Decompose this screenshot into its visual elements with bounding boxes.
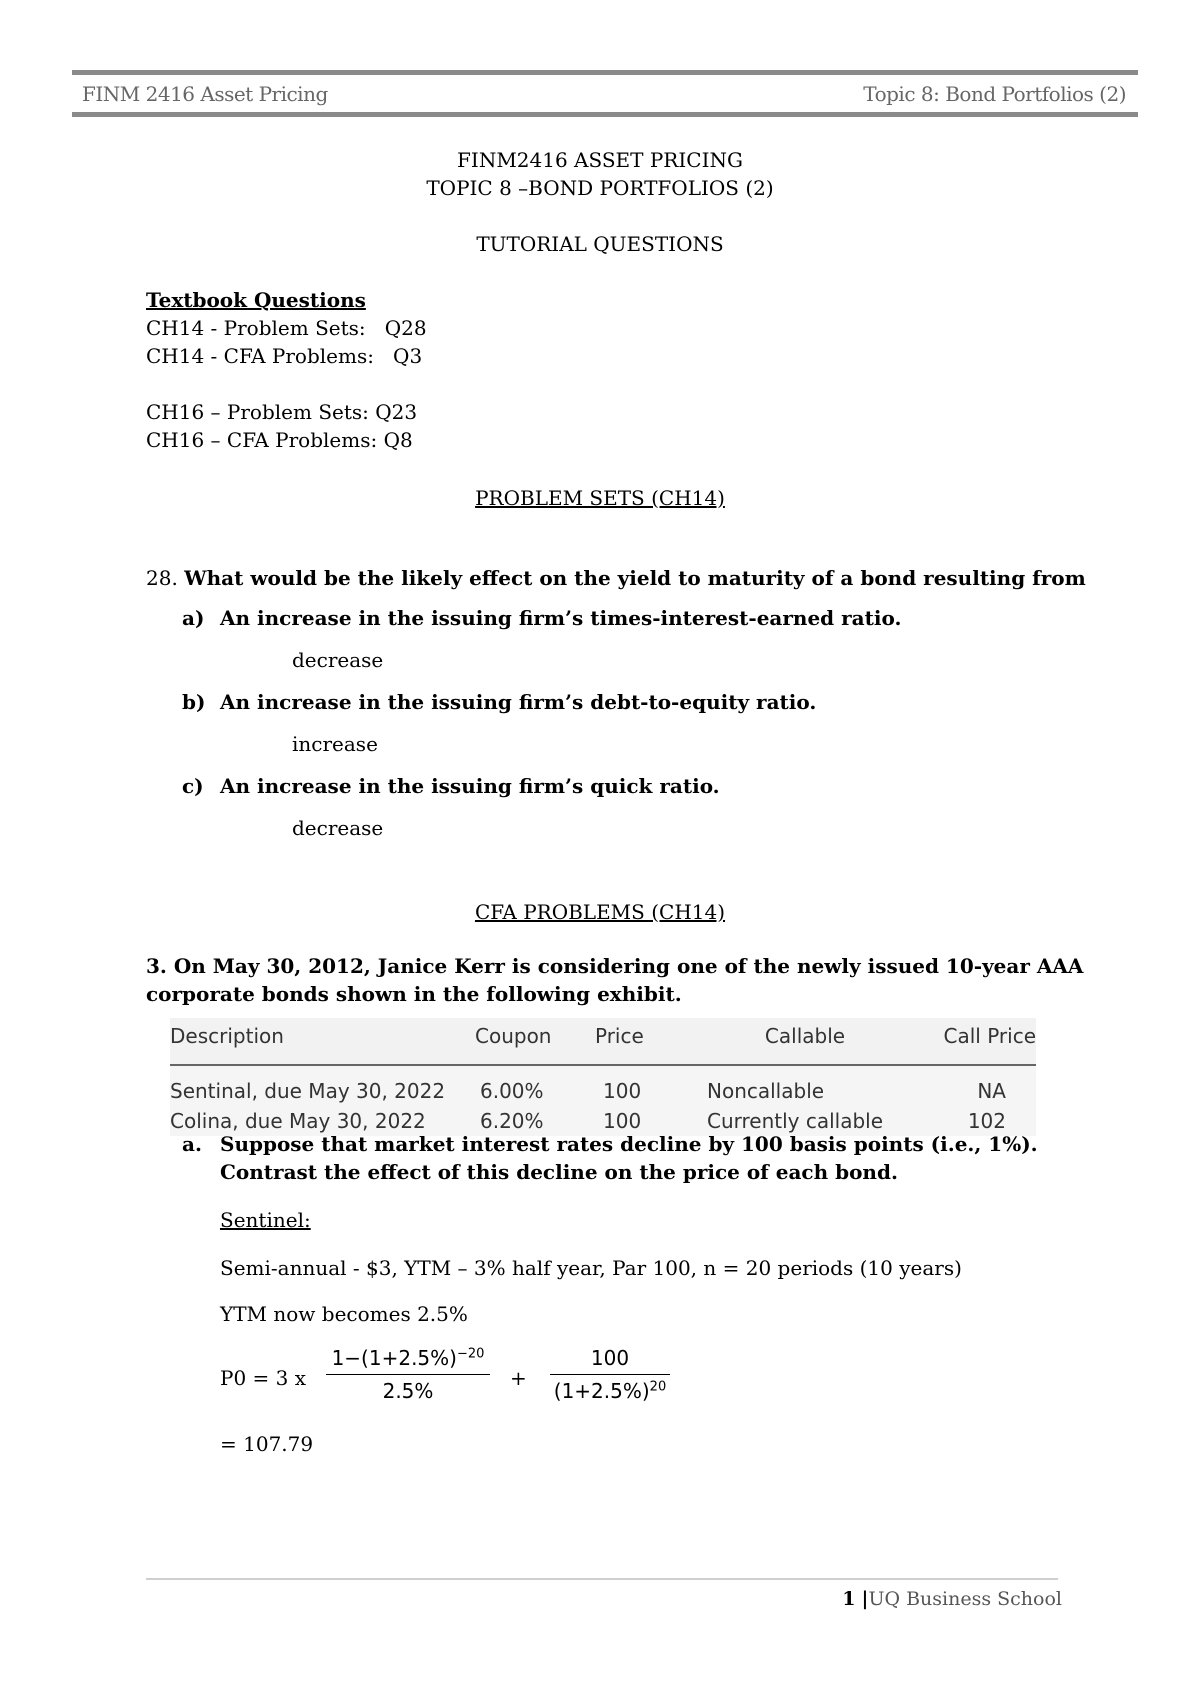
part-text: An increase in the issuing firm’s quick ratio.	[220, 774, 720, 798]
part-answer: increase	[292, 732, 378, 756]
footer-school: UQ Business School	[868, 1588, 1062, 1610]
part-label: c)	[182, 774, 204, 798]
doc-title: FINM2416 ASSET PRICING	[457, 148, 743, 172]
cell-call-price: NA	[915, 1065, 1036, 1106]
textbook-heading: Textbook Questions	[146, 288, 366, 312]
textbook-item: CH16 – CFA Problems: Q8	[146, 428, 413, 452]
table-row	[170, 1065, 1036, 1106]
header-bottom-rule	[72, 112, 1138, 117]
fraction-bar	[550, 1374, 670, 1375]
cell-callable: Currently callable	[695, 1106, 915, 1136]
principal-numerator: 100	[590, 1346, 630, 1370]
table-header-row	[170, 1018, 1036, 1065]
annuity-fraction	[326, 1346, 490, 1403]
header-course: FINM 2416 Asset Pricing	[82, 82, 328, 106]
col-description: Description	[170, 1018, 475, 1065]
sentinel-new-ytm: YTM now becomes 2.5%	[220, 1302, 468, 1326]
cfa-heading: CFA PROBLEMS (CH14)	[474, 900, 726, 924]
question-number: 28.	[146, 566, 178, 590]
cell-price: 100	[595, 1106, 695, 1136]
header-top-rule	[72, 70, 1138, 75]
part-label: a)	[182, 606, 205, 630]
textbook-item: CH14 - Problem Sets: Q28	[146, 316, 427, 340]
formula-p0-label: P0 = 3 x	[220, 1366, 307, 1390]
principal-denominator: $(1+2.5\%)^{20}$	[553, 1379, 667, 1403]
part-label: b)	[182, 690, 206, 714]
sentinel-label: Sentinel:	[220, 1208, 311, 1232]
page-number: 1	[842, 1588, 856, 1610]
cfa-question-line1: 3. On May 30, 2012, Janice Kerr is considering one of the newly issued 10-year AAA	[146, 954, 1084, 978]
bond-exhibit-table	[170, 1018, 1036, 1136]
sentinel-assumptions: Semi-annual - $3, YTM – 3% half year, Par 100, n = 20 periods (10 years)	[220, 1256, 962, 1280]
cfa-question-line2: corporate bonds shown in the following exhibit.	[146, 982, 682, 1006]
footer-rule	[146, 1578, 1058, 1580]
cell-description: Sentinal, due May 30, 2022	[170, 1065, 475, 1106]
formula-plus: +	[510, 1366, 527, 1390]
annuity-numerator: $1-(1+2.5\%)^{-20}$	[331, 1346, 485, 1370]
col-call-price: Call Price	[915, 1018, 1036, 1065]
doc-subtitle: TOPIC 8 –BOND PORTFOLIOS (2)	[426, 176, 774, 200]
cell-description: Colina, due May 30, 2022	[170, 1106, 475, 1136]
fraction-bar	[326, 1374, 490, 1375]
annuity-denominator: 2.5%	[382, 1379, 434, 1403]
textbook-item: CH16 – Problem Sets: Q23	[146, 400, 418, 424]
part-text: An increase in the issuing firm’s times-interest-earned ratio.	[220, 606, 902, 630]
formula-result: = 107.79	[220, 1432, 314, 1456]
col-price: Price	[595, 1018, 695, 1065]
cell-coupon: 6.20%	[475, 1106, 595, 1136]
cell-coupon: 6.00%	[475, 1065, 595, 1106]
part-answer: decrease	[292, 816, 384, 840]
footer	[842, 1588, 1062, 1610]
header-topic: Topic 8: Bond Portfolios (2)	[863, 82, 1126, 106]
part-answer: decrease	[292, 648, 384, 672]
footer-separator: |	[861, 1588, 869, 1610]
cell-price: 100	[595, 1065, 695, 1106]
question-28	[146, 566, 1086, 590]
col-callable: Callable	[695, 1018, 915, 1065]
cfa-part-line1: Suppose that market interest rates decline by 100 basis points (i.e., 1%).	[220, 1132, 1038, 1156]
part-text: An increase in the issuing firm’s debt-to-equity ratio.	[220, 690, 817, 714]
question-text: What would be the likely effect on the yield to maturity of a bond resulting from	[184, 566, 1086, 590]
cfa-part-label: a.	[182, 1132, 202, 1156]
cell-callable: Noncallable	[695, 1065, 915, 1106]
col-coupon: Coupon	[475, 1018, 595, 1065]
doc-section-title: TUTORIAL QUESTIONS	[476, 232, 724, 256]
problem-sets-heading: PROBLEM SETS (CH14)	[475, 486, 725, 510]
principal-fraction	[550, 1346, 670, 1403]
textbook-item: CH14 - CFA Problems: Q3	[146, 344, 423, 368]
cfa-part-line2: Contrast the effect of this decline on the price of each bond.	[220, 1160, 898, 1184]
cell-call-price: 102	[915, 1106, 1036, 1136]
